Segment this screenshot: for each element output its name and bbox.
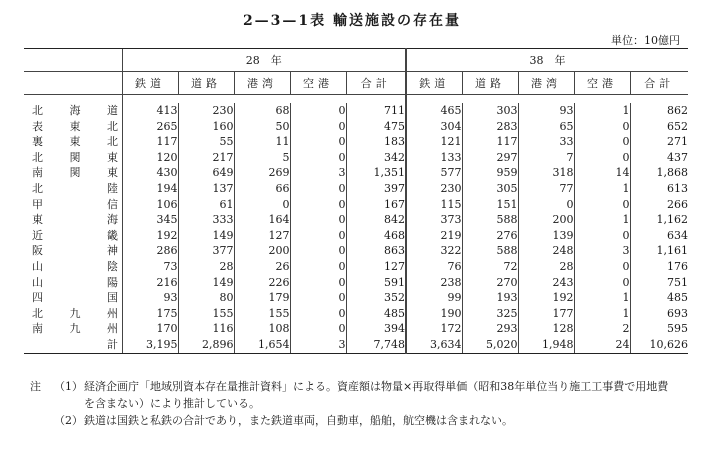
- value-cell: 577: [406, 165, 462, 181]
- note-number: （2）: [54, 414, 83, 427]
- value-cell: 0: [290, 321, 346, 337]
- value-cell: 151: [462, 197, 518, 213]
- value-cell: 613: [630, 181, 688, 197]
- value-cell: 170: [122, 321, 178, 337]
- value-cell: 1,161: [630, 243, 688, 259]
- value-cell: 116: [178, 321, 234, 337]
- region-cell: [24, 103, 122, 119]
- value-cell: 7: [518, 150, 574, 166]
- column-header: 港湾: [234, 72, 290, 95]
- value-cell: 485: [630, 290, 688, 306]
- value-cell: 0: [518, 197, 574, 213]
- region-char: 神: [107, 244, 118, 258]
- value-cell: 192: [122, 228, 178, 244]
- value-cell: 177: [518, 306, 574, 322]
- value-cell: 179: [234, 290, 290, 306]
- table-row: [24, 197, 688, 213]
- region-char: 北: [32, 306, 43, 320]
- value-cell: 183: [346, 134, 406, 150]
- value-cell: 65: [518, 119, 574, 135]
- region-char: 山: [32, 275, 43, 289]
- note-text-line: 鉄道は国鉄と私鉄の合計であり，また鉄道車両，自動車，船舶，航空機は含まれない。: [84, 414, 513, 427]
- value-cell: 61: [178, 197, 234, 213]
- value-cell: 0: [574, 119, 630, 135]
- value-cell: 0: [290, 275, 346, 291]
- value-cell: 149: [178, 275, 234, 291]
- value-cell: 0: [290, 259, 346, 275]
- value-cell: 167: [346, 197, 406, 213]
- value-cell: 2: [574, 321, 630, 337]
- transport-facilities-table: [24, 48, 688, 354]
- value-cell: 293: [462, 321, 518, 337]
- region-char: 裏: [32, 135, 43, 149]
- era-header-28: 28 年: [122, 49, 406, 72]
- value-cell: 286: [122, 243, 178, 259]
- value-cell: 121: [406, 134, 462, 150]
- note-label: 注: [30, 380, 41, 393]
- value-cell: 0: [290, 290, 346, 306]
- region-char: 陽: [107, 275, 118, 289]
- value-cell: 7,748: [346, 337, 406, 354]
- note-text: [84, 412, 690, 429]
- value-cell: 305: [462, 181, 518, 197]
- column-header: 空港: [574, 72, 630, 95]
- value-cell: 117: [462, 134, 518, 150]
- value-cell: 72: [462, 259, 518, 275]
- region-cell: [24, 321, 122, 337]
- value-cell: 751: [630, 275, 688, 291]
- region-cell: [24, 275, 122, 291]
- note-2: [30, 412, 690, 429]
- value-cell: 0: [290, 306, 346, 322]
- value-cell: 269: [234, 165, 290, 181]
- value-cell: 106: [122, 197, 178, 213]
- region-cell: [24, 337, 122, 354]
- value-cell: 413: [122, 103, 178, 119]
- unit-label: 単位：10億円: [611, 34, 680, 47]
- region-char: 信: [107, 197, 118, 211]
- region-char: 北: [107, 119, 118, 133]
- value-cell: 172: [406, 321, 462, 337]
- value-cell: 155: [178, 306, 234, 322]
- value-cell: 28: [178, 259, 234, 275]
- value-cell: 149: [178, 228, 234, 244]
- table-row: [24, 259, 688, 275]
- value-cell: 283: [462, 119, 518, 135]
- region-char: 関: [69, 150, 81, 164]
- value-cell: 862: [630, 103, 688, 119]
- column-header: 鉄道: [406, 72, 462, 95]
- value-cell: 175: [122, 306, 178, 322]
- value-cell: 127: [346, 259, 406, 275]
- column-header: 合計: [346, 72, 406, 95]
- era-header-row: [24, 49, 688, 72]
- value-cell: 0: [574, 259, 630, 275]
- value-cell: 297: [462, 150, 518, 166]
- note-text-line: を含まない）により推計している。: [84, 397, 260, 410]
- value-cell: 160: [178, 119, 234, 135]
- column-header: 港湾: [518, 72, 574, 95]
- value-cell: 1: [574, 290, 630, 306]
- value-cell: 193: [462, 290, 518, 306]
- value-cell: 127: [234, 228, 290, 244]
- note-text: [84, 378, 690, 412]
- region-char: 九: [69, 306, 81, 320]
- era-header-38: 38 年: [406, 49, 688, 72]
- value-cell: 77: [518, 181, 574, 197]
- value-cell: 352: [346, 290, 406, 306]
- value-cell: 1,654: [234, 337, 290, 354]
- region-char: 阪: [32, 244, 43, 258]
- region-char: 北: [32, 181, 43, 195]
- value-cell: 1: [574, 103, 630, 119]
- region-char: 陰: [107, 259, 118, 273]
- value-cell: 108: [234, 321, 290, 337]
- value-cell: 468: [346, 228, 406, 244]
- region-cell: [24, 197, 122, 213]
- note-1: [30, 378, 690, 412]
- value-cell: 76: [406, 259, 462, 275]
- value-cell: 73: [122, 259, 178, 275]
- value-cell: 190: [406, 306, 462, 322]
- region-char: 北: [32, 104, 43, 117]
- value-cell: 377: [178, 243, 234, 259]
- value-cell: 55: [178, 134, 234, 150]
- region-char: 北: [32, 150, 43, 164]
- table-row: [24, 103, 688, 119]
- value-cell: 0: [574, 197, 630, 213]
- region-cell: [24, 259, 122, 275]
- value-cell: 194: [122, 181, 178, 197]
- value-cell: 24: [574, 337, 630, 354]
- value-cell: 0: [574, 275, 630, 291]
- region-char: 表: [32, 119, 43, 133]
- region-cell: [24, 306, 122, 322]
- corner-cell: [24, 49, 122, 72]
- value-cell: 649: [178, 165, 234, 181]
- value-cell: 117: [122, 134, 178, 150]
- region-char: 東: [69, 135, 81, 149]
- value-cell: 238: [406, 275, 462, 291]
- value-cell: 3: [574, 243, 630, 259]
- region-cell: [24, 119, 122, 135]
- region-char: 州: [107, 322, 118, 336]
- table-row: [24, 321, 688, 337]
- value-cell: 693: [630, 306, 688, 322]
- region-char: 南: [32, 322, 43, 336]
- region-char: 関: [69, 166, 81, 180]
- value-cell: 345: [122, 212, 178, 228]
- region-char: 四: [32, 291, 43, 305]
- value-cell: 80: [178, 290, 234, 306]
- table-row: [24, 134, 688, 150]
- value-cell: 139: [518, 228, 574, 244]
- value-cell: 0: [290, 134, 346, 150]
- value-cell: 137: [178, 181, 234, 197]
- region-char: 海: [69, 104, 81, 117]
- value-cell: 0: [290, 103, 346, 119]
- region-char: 東: [107, 150, 118, 164]
- value-cell: 0: [290, 212, 346, 228]
- region-char: 州: [107, 306, 118, 320]
- note-number: （1）: [54, 380, 83, 393]
- value-cell: 164: [234, 212, 290, 228]
- region-char: 九: [69, 322, 81, 336]
- value-cell: 0: [290, 181, 346, 197]
- value-cell: 2,896: [178, 337, 234, 354]
- value-cell: 595: [630, 321, 688, 337]
- value-cell: 26: [234, 259, 290, 275]
- value-cell: 1: [574, 306, 630, 322]
- value-cell: 0: [290, 197, 346, 213]
- value-cell: 430: [122, 165, 178, 181]
- value-cell: 217: [178, 150, 234, 166]
- value-cell: 243: [518, 275, 574, 291]
- value-cell: 863: [346, 243, 406, 259]
- value-cell: 200: [518, 212, 574, 228]
- value-cell: 3,634: [406, 337, 462, 354]
- value-cell: 465: [406, 103, 462, 119]
- value-cell: 115: [406, 197, 462, 213]
- region-char: 山: [32, 259, 43, 273]
- value-cell: 0: [290, 150, 346, 166]
- value-cell: 120: [122, 150, 178, 166]
- value-cell: 304: [406, 119, 462, 135]
- region-cell: [24, 212, 122, 228]
- region-char: 北: [107, 135, 118, 149]
- value-cell: 192: [518, 290, 574, 306]
- value-cell: 842: [346, 212, 406, 228]
- value-cell: 200: [234, 243, 290, 259]
- value-cell: 99: [406, 290, 462, 306]
- value-cell: 248: [518, 243, 574, 259]
- region-cell: [24, 243, 122, 259]
- table-row: [24, 306, 688, 322]
- value-cell: 1,162: [630, 212, 688, 228]
- value-cell: 318: [518, 165, 574, 181]
- value-cell: 14: [574, 165, 630, 181]
- value-cell: 133: [406, 150, 462, 166]
- region-char: 東: [32, 213, 43, 227]
- value-cell: 0: [290, 243, 346, 259]
- value-cell: 155: [234, 306, 290, 322]
- region-char: 計: [107, 337, 118, 351]
- region-char: 近: [32, 228, 43, 242]
- total-row: [24, 337, 688, 354]
- value-cell: 230: [178, 103, 234, 119]
- value-cell: 397: [346, 181, 406, 197]
- column-header: 鉄道: [122, 72, 178, 95]
- value-cell: 28: [518, 259, 574, 275]
- column-header: 道路: [462, 72, 518, 95]
- note-text-line: 経済企画庁「地域別資本存在量推計資料」による。資産額は物量×再取得単価（昭和38年単位当り施工工事費で用地費: [84, 380, 669, 393]
- value-cell: 219: [406, 228, 462, 244]
- value-cell: 634: [630, 228, 688, 244]
- region-header-cell: [24, 72, 122, 95]
- value-cell: 437: [630, 150, 688, 166]
- region-char: 道: [107, 104, 118, 117]
- value-cell: 591: [346, 275, 406, 291]
- table-row: [24, 119, 688, 135]
- value-cell: 5,020: [462, 337, 518, 354]
- value-cell: 485: [346, 306, 406, 322]
- value-cell: 588: [462, 243, 518, 259]
- value-cell: 3: [290, 165, 346, 181]
- column-header-row: [24, 72, 688, 95]
- value-cell: 50: [234, 119, 290, 135]
- notes-section: [30, 378, 690, 429]
- value-cell: 93: [518, 103, 574, 119]
- region-cell: [24, 228, 122, 244]
- region-cell: [24, 181, 122, 197]
- region-char: 畿: [107, 228, 118, 242]
- value-cell: 652: [630, 119, 688, 135]
- value-cell: 0: [290, 119, 346, 135]
- column-header: 合計: [630, 72, 688, 95]
- value-cell: 266: [630, 197, 688, 213]
- value-cell: 11: [234, 134, 290, 150]
- value-cell: 5: [234, 150, 290, 166]
- value-cell: 303: [462, 103, 518, 119]
- region-char: 陸: [107, 181, 118, 195]
- value-cell: 1,351: [346, 165, 406, 181]
- value-cell: 66: [234, 181, 290, 197]
- value-cell: 128: [518, 321, 574, 337]
- value-cell: 959: [462, 165, 518, 181]
- region-cell: [24, 134, 122, 150]
- column-header: 空港: [290, 72, 346, 95]
- table-row: [24, 243, 688, 259]
- value-cell: 276: [462, 228, 518, 244]
- value-cell: 711: [346, 103, 406, 119]
- value-cell: 93: [122, 290, 178, 306]
- table-body: [24, 95, 688, 354]
- value-cell: 1: [574, 212, 630, 228]
- value-cell: 1: [574, 181, 630, 197]
- value-cell: 0: [574, 228, 630, 244]
- value-cell: 588: [462, 212, 518, 228]
- region-cell: [24, 150, 122, 166]
- value-cell: 3,195: [122, 337, 178, 354]
- region-cell: [24, 290, 122, 306]
- table-row: [24, 150, 688, 166]
- value-cell: 1,948: [518, 337, 574, 354]
- value-cell: 3: [290, 337, 346, 354]
- column-header: 道路: [178, 72, 234, 95]
- value-cell: 265: [122, 119, 178, 135]
- region-char: 東: [69, 119, 81, 133]
- table-row: [24, 275, 688, 291]
- value-cell: 475: [346, 119, 406, 135]
- value-cell: 68: [234, 103, 290, 119]
- value-cell: 1,868: [630, 165, 688, 181]
- region-char: 東: [107, 166, 118, 180]
- value-cell: 333: [178, 212, 234, 228]
- value-cell: 226: [234, 275, 290, 291]
- value-cell: 216: [122, 275, 178, 291]
- region-char: 海: [107, 213, 118, 227]
- table-title: 2—3—1表 輸送施設の存在量: [242, 13, 462, 29]
- value-cell: 0: [574, 150, 630, 166]
- table-row: [24, 228, 688, 244]
- region-char: 国: [107, 291, 118, 305]
- value-cell: 271: [630, 134, 688, 150]
- value-cell: 0: [574, 134, 630, 150]
- value-cell: 270: [462, 275, 518, 291]
- value-cell: 322: [406, 243, 462, 259]
- value-cell: 0: [234, 197, 290, 213]
- value-cell: 0: [290, 228, 346, 244]
- region-cell: [24, 165, 122, 181]
- region-char: 甲: [32, 197, 43, 211]
- table-row: [24, 181, 688, 197]
- value-cell: 10,626: [630, 337, 688, 354]
- value-cell: 394: [346, 321, 406, 337]
- table-row: [24, 290, 688, 306]
- region-char: 南: [32, 166, 43, 180]
- value-cell: 325: [462, 306, 518, 322]
- value-cell: 373: [406, 212, 462, 228]
- value-cell: 342: [346, 150, 406, 166]
- value-cell: 230: [406, 181, 462, 197]
- value-cell: 33: [518, 134, 574, 150]
- value-cell: 176: [630, 259, 688, 275]
- table-row: [24, 212, 688, 228]
- table-row: [24, 165, 688, 181]
